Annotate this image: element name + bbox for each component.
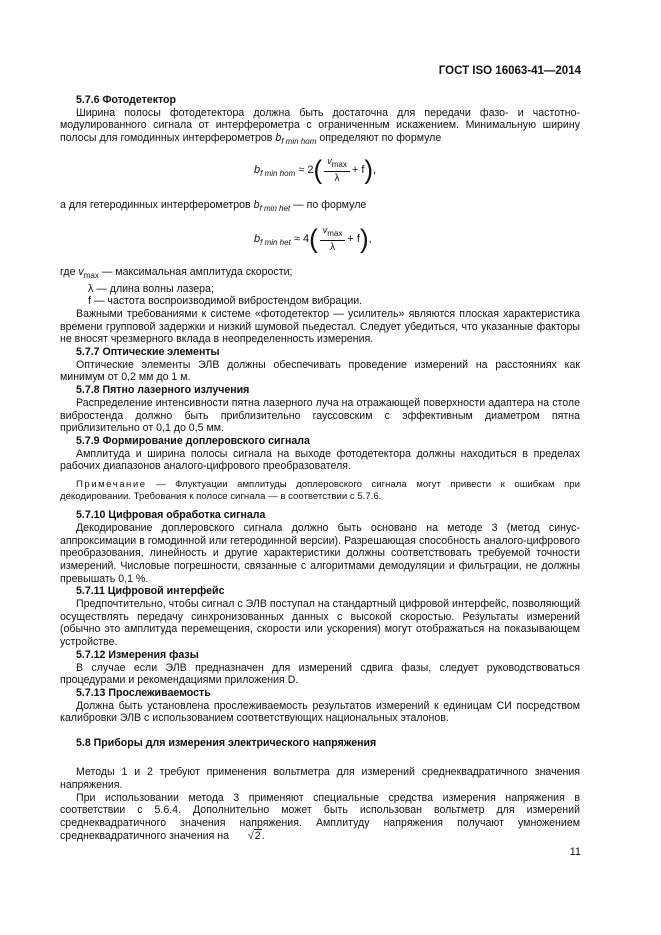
heterodyne-intro [60, 199, 580, 216]
b-subscript-het: f min het [259, 204, 291, 214]
comma-2: , [368, 232, 372, 245]
section-5-7-12-para: В случае если ЭЛВ предназначен для измерений сдвига фазы, следует руководствоваться процедурами и рекомендациями приложения D. [60, 661, 580, 687]
fraction-denominator: λ [334, 172, 340, 184]
sqrt-2 [232, 830, 262, 843]
section-5-8-title: 5.8 Приборы для измерения электрического напряжения [76, 737, 377, 750]
note-label: Примечание [76, 479, 147, 491]
b-subscript-hom: f min hom [281, 137, 317, 147]
approx-sign-2: ≈ [293, 232, 300, 245]
formula-coef: 2 [307, 163, 314, 176]
formula-heterodyne [60, 216, 580, 266]
v-symbol: v [327, 155, 332, 166]
section-5-7-7-title: 5.7.7 Оптические элементы [76, 346, 220, 359]
where-v-text: — максимальная амплитуда скорости; [101, 265, 293, 278]
v-sub-2: max [327, 228, 343, 238]
section-5-8-para-1: Методы 1 и 2 требуют применения вольтметра для измерений среднеквадратичного значения напряжения. [60, 766, 580, 792]
document-body [60, 94, 580, 843]
where-v-symbol: v [78, 265, 84, 278]
section-5-7-13-title: 5.7.13 Прослеживаемость [76, 686, 211, 699]
formula2-b: b [254, 232, 261, 245]
section-5-7-11-title: 5.7.11 Цифровой интерфейс [76, 585, 225, 598]
section-5-7-9-para: Амплитуда и ширина полосы сигнала на выходе фотодетектора должны находиться в пределах рабочих диапазонов аналого-цифрового преобразователя. [60, 447, 580, 473]
v-sub: max [331, 159, 347, 169]
right-paren: ) [364, 154, 374, 185]
where-v [60, 266, 580, 283]
het-text: а для гетеродинных интерферометров [60, 198, 251, 211]
para-text: Ширина полосы фотодетектора должна быть достаточна для передачи фазо- и частотно-модулированного сигнала от интерферометра с ограниченным искажением. Минимальную ширину полосы для гомодинных интерферометров [60, 106, 580, 145]
formula-heterodyne-expr [254, 224, 372, 254]
section-5-7-11-para: Предпочтительно, чтобы сигнал с ЭЛВ поступал на стандартный цифровой интерфейс, позволяющий осуществлять передачу синхронизованных данных с высокой скоростью. Результаты измерений (обычно это амплитуда перемещения, скорости или ускорения) могут отображаться на показывающем устройстве. [60, 598, 580, 649]
section-5-7-6-para-2: Важными требованиями к системе «фотодетектор — усилитель» являются плоская характеристика времени групповой задержки и низкий шумовой пьедестал. Следует убедиться, что указанные факторы не вносят чрезмерного вклада в неопределенность измерения. [60, 307, 580, 346]
section-5-7-6-para-1 [60, 107, 580, 149]
left-paren: ( [313, 154, 323, 185]
sqrt-sign: √ [247, 829, 254, 842]
section-5-7-10-para: Декодирование доплеровского сигнала должно быть основано на методе 3 (метод синус-аппроксимации в гомодинной или гетеродинной версии). Разрешающая способность аналого-цифрового преобразования, линейность и другие характеристики должны соответствовать требуемой точности измерений. Числовые погрешности, связанные с алгоритмами демодуляции и фильтрации, не должны превышать 0,1 %. [60, 521, 580, 585]
section-5-7-9-note [60, 479, 580, 503]
where-f: f — частота воспроизводимой вибростендом вибрации. [88, 295, 363, 308]
fraction2-numerator [320, 224, 346, 241]
section-5-7-9-title: 5.7.9 Формирование доплеровского сигнала [76, 434, 310, 447]
section-5-7-10-title: 5.7.10 Цифровая обработка сигнала [76, 509, 266, 522]
period: . [261, 829, 265, 842]
standard-header: ГОСТ ISO 16063-41—2014 [438, 65, 581, 77]
b-symbol: b [275, 132, 282, 145]
fraction-2 [320, 224, 346, 254]
where-intro: где [60, 265, 76, 278]
where-v-sub: max [83, 270, 99, 280]
het-text-end: — по формуле [293, 198, 367, 211]
formula2-b-sub: f min het [260, 237, 291, 247]
section-5-7-8-para: Распределение интенсивности пятна лазерного луча на отражающей поверхности адаптера на столе вибростенда должно быть приблизительно гауссовским с эффективным диаметром пятна приблизительно от 0,1 до 0,5 мм. [60, 396, 580, 435]
plus-f-2: + f [347, 232, 360, 245]
fraction-numerator [324, 155, 350, 172]
fraction2-denominator: λ [330, 241, 336, 253]
left-paren-2: ( [309, 223, 318, 254]
section-5-8-para-2 [60, 792, 580, 843]
right-paren-2: ) [359, 223, 369, 254]
section-5-7-12-title: 5.7.12 Измерения фазы [76, 648, 199, 661]
plus-f: + f [351, 163, 365, 176]
para-text-end: определяют по формуле [319, 132, 442, 145]
page-number: 11 [569, 846, 581, 858]
para-text: При использовании метода 3 применяют специальные средства измерения напряжения в соответствии с 5.6.4. Дополнительно может быть использован вольтметр для измерений среднеквадратичного значения напряжения. Амплитуду напряжения получают умножением среднеквадратичного значения на [60, 791, 580, 842]
fraction [324, 155, 350, 185]
approx-sign: ≈ [298, 163, 305, 176]
comma: , [373, 163, 377, 176]
formula-b-sub: f min hom [260, 168, 296, 178]
b-symbol-het: b [253, 198, 260, 211]
formula-b: b [254, 163, 261, 176]
section-5-7-6-title: 5.7.6 Фотодетектор [76, 94, 176, 106]
sqrt-radicand: 2 [254, 829, 261, 842]
section-5-7-8-title: 5.7.8 Пятно лазерного излучения [76, 384, 250, 397]
formula2-coef: 4 [302, 232, 310, 245]
formula-homodyne-expr [254, 155, 376, 185]
note-text: — Флуктуации амплитуды доплеровского сигнала могут привести к ошибкам при декодировании. Требования к полосе сигнала — в соответствии с 5.7.6. [60, 479, 580, 503]
v-symbol-2: v [322, 224, 328, 235]
section-5-7-7-para: Оптические элементы ЭЛВ должны обеспечивать проведение измерений на расстояниях как минимум от 0,2 мм до 1 м. [60, 358, 580, 384]
section-5-7-13-para: Должна быть установлена прослеживаемость результатов измерений к единицам СИ посредством калибровки ЭЛВ с использованием соответствующих национальных эталонов. [60, 699, 580, 725]
formula-homodyne [60, 149, 580, 199]
where-lambda: λ — длина волны лазера; [88, 282, 214, 295]
